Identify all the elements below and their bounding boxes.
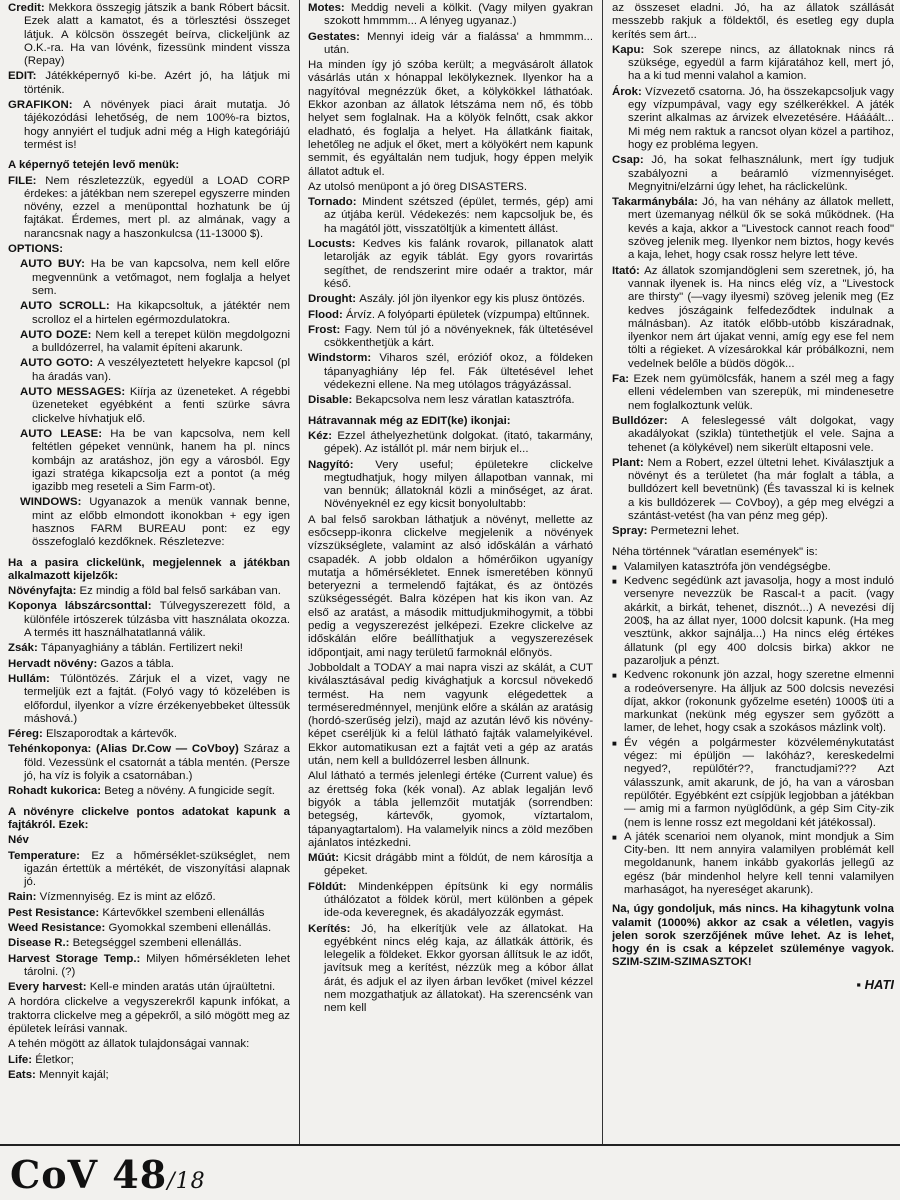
entry-text: Gazos a tábla. [100, 657, 174, 670]
definition-entry [8, 953, 290, 980]
article-column-left [8, 2, 290, 1144]
entry-term: EDIT: [8, 70, 46, 83]
entry-term: AUTO DOZE: [20, 328, 96, 341]
definition-entry [8, 658, 290, 671]
entry-text: Nem a Robert, ezzel ültetni lehet. Kiválasztjuk a növényt és a területet (ha már foglalt a tábla, a bulldózert kell bevetnünk) (És tavasszal ki is kelnek a kis bulldózerek — CoVboy), a gép meg elvégzi a szántást-vetést (ha van pénz meg gép). [628, 456, 894, 522]
entry-text: A hordóra clickelve a vegyszerekről kapunk infókat, a traktorra clickelve meg a gépekről, a siló mögött meg az épületek leírási vannak. [8, 996, 290, 1036]
column-divider [602, 0, 603, 1144]
definition-entry [8, 99, 290, 152]
definition-entry [8, 496, 290, 549]
entry-text: Sok szerepe nincs, az állatoknak nincs rá szüksége, egyedül a farm kijáratához kell, mert jó, ha a ki tud menni valahol a kamion. [628, 43, 894, 83]
entry-text: Életkor; [35, 1053, 74, 1066]
entry-text: Kell-e minden aratás után újraültetni. [89, 981, 276, 994]
entry-term: Név [8, 834, 29, 847]
entry-term: Takarmánybála: [612, 196, 703, 209]
entry-term: Rain: [8, 891, 40, 904]
entry-term: GRAFIKON: [8, 99, 84, 112]
definition-entry [612, 44, 894, 84]
entry-text: Mennyi ideig vár a fialássa' a hmmmm... után. [324, 30, 593, 56]
definition-entry [8, 243, 290, 256]
entry-term: Árok: [612, 85, 646, 98]
definition-entry [308, 2, 593, 29]
entry-text: Betegséggel szembeni ellenállás. [72, 937, 242, 950]
definition-entry [8, 785, 290, 798]
entry-text: Ezzel áthelyezhetünk dolgokat. (itató, takarmány, gépek). Az istállót pl. már nem birjuk el... [324, 429, 593, 456]
definition-entry [308, 881, 593, 921]
definition-entry [8, 357, 290, 384]
entry-term: Frost: [308, 323, 345, 336]
entry-term: AUTO SCROLL: [20, 300, 117, 313]
definition-entry [308, 196, 593, 236]
entry-term: Gestates: [308, 30, 367, 43]
definition-entry [308, 430, 593, 457]
entry-text: Milyen hőmérsékleten lehet tárolni. (?) [24, 952, 290, 978]
closing-paragraph: Na, úgy gondoljuk, más nincs. Ha kihagytunk volna valamit (1000%) akkor az csak a véletlen, vagyis jelen sorok szerzőjének műve lehet. Az is lehet, hogy én is csak a képzelet szüleménye vagyok. SZIM-SZIM-SZIMASZTOK! [612, 903, 894, 969]
entry-text: A veszélyeztetett helyekre kapcsol (pl ha áradás van). [32, 357, 290, 383]
entry-term: Eats: [8, 1068, 40, 1081]
entry-text: Ez mindig a föld bal felső sarkában van. [79, 585, 281, 598]
definition-entry [8, 600, 290, 640]
entry-text: Jobboldalt a TODAY a mai napra viszi az skálát, a CUT kiválasztásával pedig kivághatjuk a korcsul növekedő termést. Ha nem vagyunk elégedettek a terméseredménnyel, menjünk előre a skálán az aratásig (hordó-szerűség jelzi), majd az azután lévő kis növény-képet cseréljük ki a felül látható fajták valamelyikével. Ekkor automatikusan ezt a fajtát veti a gép az aratás után, nem kell a bulldózerrel lesben állnunk. [308, 661, 593, 768]
entry-term: AUTO MESSAGES: [20, 386, 130, 399]
definition-entry [308, 394, 593, 407]
entry-term: Itató: [612, 264, 645, 277]
entry-text: A feleslegessé vált dolgokat, vagy akadályokat (szikla) tüntethetjük el vele. Sajna a tehenet (a kölykével) nem sikerült eltaposni vele. [628, 414, 894, 454]
definition-entry [612, 154, 894, 194]
entry-term: WINDOWS: [20, 496, 90, 509]
entry-text: Bekapcsolva nem lesz váratlan katasztrófa. [355, 394, 575, 407]
definition-entry [8, 1054, 290, 1067]
entry-term: Rohadt kukorica: [8, 785, 105, 798]
body-paragraph [8, 1038, 290, 1051]
entry-text: Kedves kis falánk rovarok, pillanatok alatt letarolják az egyik táblát. Egy gyors rovarirtás segíthet, de rendszerint mire odaér a traktor, már késő. [324, 238, 593, 290]
entry-term: Földút: [308, 880, 359, 893]
definition-entry [308, 31, 593, 58]
event-item: ■ Kedvenc rokonunk jön azzal, hogy szeretne elmenni a rodeóversenyre. Ha álljuk az 500 dolcsis nevezési díjat, akkor (rokonunk győzelme esetén) 1000$ üti a markunkat (nekünk még egyszer sem győzött a lamer, de lehet, hogy csak a szokásos mázlink volt). [612, 669, 894, 735]
definition-entry [612, 265, 894, 371]
definition-entry [8, 175, 290, 241]
magazine-logo [10, 1152, 206, 1197]
body-paragraph [308, 59, 593, 179]
entry-term: Tehénkoponya: (Alias Dr.Cow — CoVboy) [8, 743, 244, 756]
section-heading: A növényre clickelve pontos adatokat kapunk a fajtákról. Ezek: [8, 805, 290, 831]
entry-term: Csap: [612, 154, 652, 167]
entry-text: Gyomokkal szembeni ellenállás. [108, 922, 272, 934]
entry-term: AUTO BUY: [20, 258, 91, 271]
entry-text: Vízmennyiség. Ez is mint az előző. [39, 891, 216, 904]
definition-entry [612, 196, 894, 262]
definition-entry [308, 459, 593, 512]
event-item: ■ A játék scenarioi nem olyanok, mint mondjuk a Sim City-ben. Itt nem annyira valamilyen problémát kell megoldanunk, hanem inkább gyakorlás jellegű az egész (bár mindenhol helyre kell tenni valamilyen marhaságot, ha nyereséget akarunk). [612, 831, 894, 897]
entry-text: Beteg a növény. A fungicide segít. [104, 785, 275, 798]
entry-text: Nem részletezzük, egyedül a LOAD CORP érdekes: a játékban nem szerepel egyszerre minden növény, ezzel a menüponttal hozhatunk be új fajtákat. Érdemes, mert pl. az almának, vagy a narancsnak nagy a haszonkulcsa (11-13000 $). [24, 174, 290, 240]
definition-entry [308, 852, 593, 879]
article-column-middle [308, 2, 593, 1144]
entry-text: Fagy. Nem túl jó a növényeknek, fák ültetésével csökkenthetjük a kárt. [324, 323, 593, 350]
event-item: ■ Valamilyen katasztrófa jön vendégségbe. [612, 561, 894, 574]
body-paragraph [308, 514, 593, 660]
definition-entry [8, 981, 290, 994]
definition-entry [308, 923, 593, 1016]
entry-term: Motes: [308, 2, 351, 14]
events-list [612, 561, 894, 897]
definition-entry [612, 373, 894, 413]
section-heading: A képernyő tetején levő menük: [8, 159, 180, 172]
event-item: ■ Kedvenc segédünk azt javasolja, hogy a most induló versenyre nevezzük be Rascal-t a pacit. (vagy akárkit, a birkát, tehenet, disznót...) A nevezési díj 200$, ha az állat nyer, 1000 dolcsit kapunk. (Ha meg vesztünk, akkor sajnálja...) Ha nincs elég értékes állatunk (pl egy 400 dolcsis birka) akkor ne pazaroljuk a pénzt. [612, 575, 894, 668]
entry-term: Temperature: [8, 849, 92, 862]
entry-text: Aszály. jól jön ilyenkor egy kis plusz öntözés. [359, 293, 586, 306]
definition-entry [8, 728, 290, 741]
entry-text: Meddig neveli a kölkit. (Vagy milyen gyakran szokott hmmmm... A lényeg ugyanaz.) [324, 2, 593, 28]
definition-entry [8, 673, 290, 726]
body-paragraph [308, 662, 593, 768]
entry-term: Life: [8, 1053, 36, 1066]
entry-text: Ez a hőmérséklet-szükséglet, nem igazán értettük a mértékét, de viszonyítási alapnak jó. [24, 849, 290, 889]
entry-text: Mindent szétszed (épület, termés, gép) ami az útjába kerül. Védekezés: nem kapcsoljuk be, és ha magától jött, visszatöltjük a kimentett állást. [324, 196, 593, 235]
entry-text: A tehén mögött az állatok tulajdonságai vannak: [8, 1038, 250, 1051]
entry-text: Jó, ha elkerítjük vele az állatokat. Ha egyébként nincs elég kaja, az állatkák áttörik, és lelegelik a földeket. Ekkor gyorsan állítsuk le az időt, javítsuk meg a kerítést, nézzük meg a kóbor állat árát, és adjuk el az ilyen árban levőket (mivel kézzel nem mozgathatjuk az állatokat). Ha szerencsénk van nem kell [324, 922, 593, 1015]
entry-term: Tornado: [308, 196, 363, 209]
definition-entry [8, 1069, 290, 1082]
entry-term: Weed Resistance: [8, 922, 109, 934]
definition-entry [8, 937, 290, 950]
column-entries [612, 2, 894, 559]
section-heading: Néha történnek "váratlan események" is: [612, 545, 818, 558]
entry-term: OPTIONS: [8, 243, 64, 256]
entry-term: Féreg: [8, 728, 46, 741]
definition-entry [612, 457, 894, 523]
page-footer [0, 1144, 900, 1200]
definition-entry [308, 293, 593, 306]
entry-text: Nem kell a terepet külön megdolgozni a bulldózerrel, ha valamit építeni akarunk. [32, 328, 290, 355]
definition-entry [8, 834, 290, 847]
definition-entry [8, 300, 290, 327]
definition-entry [8, 891, 290, 904]
entry-text: Viharos szél, erózióf okoz, a földeken tápanyaghiány lép fel. Fák ültetésével lehet védekezni ellene. Na meg utólagos trágyázással. [324, 352, 593, 392]
entry-term: Hervadt növény: [8, 657, 101, 670]
entry-text: Az állatok szomjandögleni sem szeretnek, jó, ha vannak ilyenek is. Ha nincs elég víz, a "Livestock are thirsty" (—vagy ilyesmi) szöveg jelenik meg (Ez kedves jószágaink felfedeződtek indulnak a málnásban). Az itatók előbb-utóbb kiszáradnak, ilyenkor nem árt újakat venni, amíg egy ese fel nem tölti a régieket. A vízesárokkal kár próbálkozni, nem vedelnek belőle a büdös dögök... [628, 264, 894, 370]
definition-entry [8, 922, 290, 935]
entry-text: Ha kikapcsoltuk, a játéktér nem scrolloz el a hirtelen egérmozdulatokra. [32, 300, 290, 326]
definition-entry [308, 352, 593, 392]
section-heading: Ha a pasira clickelünk, megjelennek a játékban alkalmazott kijelzők: [8, 556, 290, 582]
entry-term: Hullám: [8, 672, 60, 685]
section-heading: Hátravannak még az EDIT(ke) ikonjai: [308, 414, 511, 427]
entry-text: Túlvegyszerezett föld, a különféle irtószerek túlzásba vitt használata okozza. A termés itt használhatatlanná válik. [24, 600, 290, 640]
entry-term: AUTO LEASE: [20, 427, 111, 440]
author-signature: ▪ HATI [856, 976, 894, 992]
entry-text: Túlöntözés. Zárjuk el a vizet, vagy ne termeljük ezt a fajtát. (Folyó vagy tó közelében is előfordul, ilyenkor a vízre érzékenyebbeket ültessük máshová.) [24, 672, 290, 725]
definition-entry [8, 907, 290, 920]
entry-text: Ugyanazok a menük vannak benne, mint az előbb elmondott ikonokban + egy igen hasznos FARM BUREAU pont: ez egy összefoglaló kezdőknek. Részletezve: [32, 496, 290, 549]
body-paragraph [308, 181, 593, 194]
definition-entry [8, 642, 290, 655]
entry-term: Disable: [308, 394, 356, 407]
definition-entry [308, 238, 593, 291]
entry-term: Kapu: [612, 43, 653, 56]
entry-text: Alul látható a termés jelenlegi értéke (Current value) és az érettség foka (kék vonal). Az ablak legalján levő bigyók a tábla jellemzőit mutatják (sorrendben: betegség, kártevők, gyomok, víztartalom, tápanyagtartalom). Ha valamelyik nincs a zöld mezőben ajánlatos intézkedni. [308, 770, 593, 849]
entry-text: Az utolsó menüpont a jó öreg DISASTERS. [308, 180, 528, 193]
entry-term: Spray: [612, 525, 651, 538]
entry-term: Harvest Storage Temp.: [8, 952, 147, 965]
entry-text: Very useful; épületekre clickelve megtudhatjuk, hogy milyen állapotban vannak, mi van bennük; állatoknál közli a minőséget, az árat. Növényeknél ez egy kicsit bonyolultabb: [324, 458, 593, 511]
entry-text: Száraz a föld. Vezessünk el csatornát a tábla mentén. (Persze jó, ha víz is folyik a csatornában.) [24, 743, 290, 783]
definition-entry [308, 309, 593, 322]
entry-text: Permetezni lehet. [650, 525, 740, 538]
definition-entry [8, 2, 290, 68]
event-item: ■ Év végén a polgármester közvéleménykutatást végez: mi épüljön — lakóház?, kereskedelmi negyed?, repülőtér??, franctudjami??? Azt válasszunk, amit akarunk, de jó, ha van a városban repülőtér. Egyébként ezt csípjük legjobban a játékban — amig mi a farmon nyüglődünk, a gép Sim City-zik (nem is lenne rossz ezt megoldani két játékossal). [612, 737, 894, 830]
article-column-right [612, 2, 894, 1144]
entry-text: Árvíz. A folyóparti épületek (vízpumpa) eltűnnek. [345, 308, 590, 321]
entry-term: Zsák: [8, 642, 41, 655]
entry-term: Kerítés: [308, 922, 362, 935]
definition-entry [8, 258, 290, 298]
entry-term: Disease R.: [8, 937, 73, 950]
entry-term: Bulldózer: [612, 414, 682, 427]
definition-entry [612, 86, 894, 152]
entry-term: Plant: [612, 456, 648, 469]
entry-term: Locusts: [308, 238, 363, 251]
definition-entry [8, 850, 290, 890]
definition-entry [8, 329, 290, 356]
entry-text: Vízvezető csatorna. Jó, ha összekapcsoljuk vagy egy vízpumpával, vagy egy szélkerékkel. A játék szerint alkalmas az árvizek elvezetésére. Háááált... Mi még nem raktuk a rancsot olyan közel a partihoz, hogy ez probléma legyen. [628, 85, 894, 151]
entry-text: Ha minden így jó szóba került; a megvásárolt állatok vásárlás után x hónappal lekölykeznek. Ilyenkor ha a nagyítóval megnézzük őket, a kölykökkel láthatóak. Ekkor azonban az állatok létszáma nem nő, és több helyet sem foglalnak. Ha a kölyök felnőtt, csak akkor eladható, és foglalja a helyet. Ha állatkánk fiaitak, lehetőleg ne adjuk el őket, mert a kölyökért nem kapunk semmit, és egyáltalán nem tudjuk, hogy éppen melyik állatot adtuk el. [308, 59, 593, 178]
entry-text: Jó, ha van néhány az állatok mellett, mert üzemanyag nélkül ők se soká működnek. (Ha kevés a kaja, akkor a "Livestock cannot reach food" szöveg jelenik meg. Ilyenkor nem biztos, hogy kevés a kaja, lehet, hogy csak rossz helyre lett téve. [628, 196, 894, 262]
column-divider [299, 0, 300, 1144]
entry-term: Nagyító: [308, 458, 376, 471]
entry-text: Mindenképpen építsünk ki egy normális úthálózatot a földek körül, mert különben a gépek ide-oda keveregnek, és akadályozzák egymást. [324, 880, 593, 920]
entry-text: Ezek nem gyümölcsfák, hanem a szél meg a fagy elleni védelemben van szerepük, mi mindenesetre nem foglalkoztunk velük. [628, 373, 894, 412]
definition-entry [308, 324, 593, 351]
entry-text: Kiírja az üzeneteket. A régebbi üzeneteket egyébként a fenti szürke sávra clickelve hívhatjuk elő. [32, 386, 290, 425]
entry-text: Kártevőkkel szembeni ellenállás [102, 906, 265, 919]
entry-text: A növények piaci árait mutatja. Jó tájékozódási lehetőség, de nem 100%-ra biztos, hogy annyiért el tudjuk adni még a High kategóriájú termést is! [24, 99, 290, 151]
entry-term: Every harvest: [8, 981, 90, 994]
entry-term: Koponya lábszárcsonttal: [8, 600, 160, 613]
body-paragraph [308, 770, 593, 850]
entry-text: Mennyit kajál; [39, 1068, 109, 1081]
entry-term: FILE: [8, 174, 46, 187]
definition-entry [8, 585, 290, 598]
entry-term: Windstorm: [308, 352, 380, 365]
definition-entry [8, 428, 290, 494]
entry-term: Flood: [308, 308, 346, 321]
entry-text: Mekkora összegig játszik a bank Róbert bácsit. Ezek alatt a kamatot, és a törlesztési összeget látjuk. A kölcsön összegét beírva, clickeljünk az O.K.-ra. Ha van lóvénk, fizessünk mindent vissza (Repay) [24, 2, 290, 68]
body-paragraph [8, 996, 290, 1036]
entry-text: az összeset eladni. Jó, ha az állatok szállását messzebb rakjuk a földektől, és esetleg egy dupla kerítés sem árt... [612, 2, 894, 41]
logo-text: CoV 48 [10, 1152, 168, 1197]
definition-entry [612, 525, 894, 538]
definition-entry [8, 743, 290, 783]
definition-entry [8, 70, 290, 97]
entry-term: Műút: [308, 852, 344, 865]
entry-text: Jó, ha sokat felhasználunk, mert így tudjuk szabályozni a beáramló vízmennyiséget. Megnyitni/elzárni úgy lehet, ha ráclickelünk. [628, 154, 894, 193]
entry-text: Ha be van kapcsolva, nem kell előre megvennünk a vetőmagot, nem foglalja a helyet sem. [32, 258, 290, 297]
entry-term: Növényfajta: [8, 585, 80, 598]
entry-text: Játékképernyő ki-be. Azért jó, ha látjuk mi történik. [24, 70, 290, 96]
entry-term: Drought: [308, 293, 360, 306]
definition-entry [612, 415, 894, 455]
entry-term: Credit: [8, 2, 49, 14]
entry-term: Pest Resistance: [8, 906, 103, 919]
page-number: /18 [167, 1169, 206, 1194]
entry-term: Fa: [612, 373, 634, 386]
entry-text: Ha be van kapcsolva, nem kell feltétlen gépeket vennünk, hanem ha pl. nincs kombájn az aratáshoz, jön egy a városból. Egy igazi stratéga kikapcsolja ezt a pontot (a még igazibb meg reseteli a Sim Farm-ot). [32, 427, 290, 494]
entry-term: Kéz: [308, 429, 338, 442]
entry-text: Tápanyaghiány a táblán. Fertilizert neki! [40, 642, 243, 655]
entry-text: Kicsit drágább mint a földút, de nem károsítja a gépeket. [324, 852, 593, 878]
definition-entry [8, 386, 290, 426]
body-paragraph [612, 2, 894, 42]
entry-text: Elszaporodtak a kártevők. [45, 728, 178, 741]
entry-term: AUTO GOTO: [20, 357, 98, 370]
entry-text: A bal felső sarokban láthatjuk a növényt, mellette az esőcsepp-ikonra clickelve megjelenik a növények vízszükséglete, valamint az alsó időskálán a várható csapadék. A jobb oldalon a hőmérőikon ugyanígy mutatja a hőmérsékletet. Ennek ismeretében könnyű beteryezni a termelendő fajtákat, és az öntözés szükségességét. Balra középen hat kis ikon van. Az első az aratást, a második mittudjukmihogymit, a többi pedig a vegyszerezést jelképezi. Ezekre clickelve az időskálán előre beállíthatjuk a vegyszerezések időpontjait, ami nagy területű farmoknál előnyös. [308, 513, 593, 659]
